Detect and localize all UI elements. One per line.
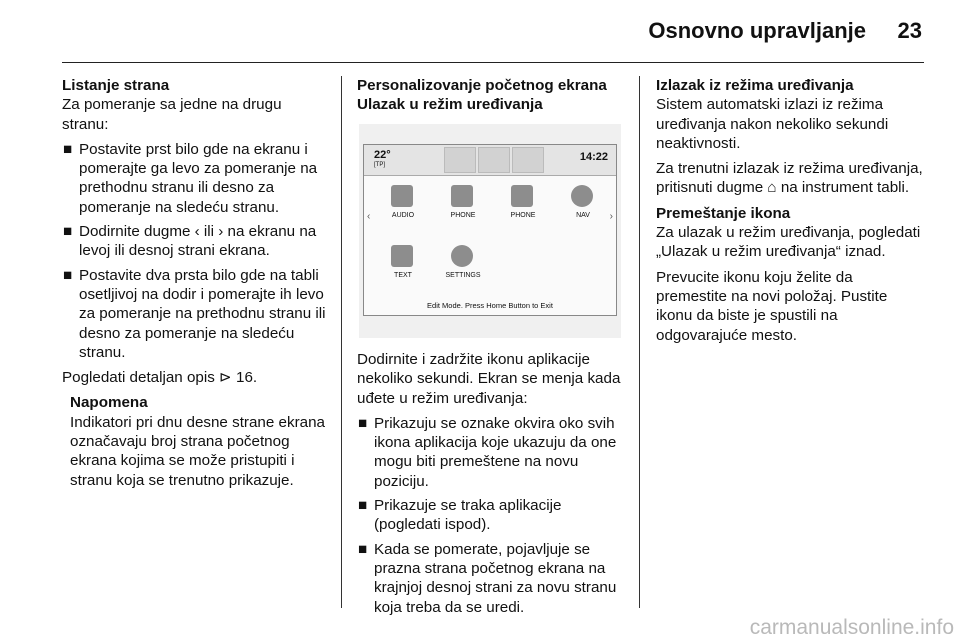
compass-icon	[571, 185, 593, 207]
phone-icon	[451, 185, 473, 207]
list-item: ■ Prikazuju se oznake okvira oko svih ikona aplikacija koje ukazuju da one mogu biti premeštene na novu poziciju.	[358, 414, 617, 490]
paragraph: Dodirnite i zadržite ikonu aplikacije nekoliko sekundi. Ekran se menja kada uđete u režim uređivanja:	[357, 351, 621, 407]
list-item: ■ Postavite prst bilo gde na ekranu i pomerajte ga levo za pomeranje na prethodnu stranu ili desno za pomeranje na sledeću stranu.	[63, 140, 318, 216]
temperature-readout: 22°	[374, 149, 391, 161]
tile-audio: AUDIO	[380, 181, 426, 227]
column-divider	[341, 76, 342, 608]
paragraph: Sistem automatski izlazi iz režima uređivanja nakon nekoliko sekundi neaktivnosti.	[656, 96, 889, 152]
status-bar	[364, 145, 616, 176]
gear-icon	[451, 245, 473, 267]
section-heading: Premeštanje ikona	[656, 204, 791, 222]
bullet-list	[357, 414, 625, 617]
note-heading: Napomena	[70, 394, 148, 412]
note-text: Indikatori pri dnu desne strane ekrana označavaju broj strana početnog ekrana kojima se može pristupiti i stranu koja se trenutno prikazuje.	[70, 413, 325, 489]
section-heading: Izlazak iz režima uređivanja	[656, 77, 854, 94]
audio-icon	[391, 185, 413, 207]
phone-icon	[478, 147, 510, 173]
page-title: Osnovno upravljanje	[648, 18, 866, 43]
note-box	[70, 393, 330, 489]
page-header	[62, 0, 924, 63]
tp-indicator: [TP]	[374, 162, 386, 168]
tile-text: TEXT	[380, 241, 426, 287]
watermark: carmanualsonline.info	[749, 616, 954, 639]
clock-readout: 14:22	[579, 151, 608, 163]
column-divider	[639, 76, 640, 608]
list-item: ■ Prikazuje se traka aplikacije (pogledati ispod).	[358, 497, 562, 534]
tile-nav: NAV	[560, 181, 606, 227]
tile-phone: PHONE	[440, 181, 486, 227]
paragraph: Za ulazak u režim uređivanja, pogledati „Ulazak u režim uređivanja“ iznad.	[656, 224, 921, 261]
section-heading: Personalizovanje početnog ekrana	[357, 77, 607, 94]
paragraph: Prevucite ikonu koju želite da premestite na novi položaj. Pustite ikonu da biste je spustili na odgovarajuće mesto.	[656, 268, 888, 344]
circle-icon	[512, 147, 544, 173]
tile-settings: SETTINGS	[440, 241, 486, 287]
tile-phone-2: PHONE	[500, 181, 546, 227]
chevron-left-icon: ‹	[367, 211, 371, 222]
home-screen-image	[359, 124, 621, 338]
column-1	[62, 76, 330, 490]
edit-mode-footer: Edit Mode. Press Home Button to Exit	[427, 301, 553, 310]
see-also-reference: Pogledati detaljan opis ⊳ 16.	[62, 369, 258, 387]
bullet-list	[62, 140, 330, 362]
column-2	[357, 76, 625, 115]
column-2-lower	[357, 350, 625, 623]
phone-icon	[511, 185, 533, 207]
display-screen	[363, 144, 617, 316]
list-item: ■ Dodirnite dugme ‹ ili › na ekranu na levoj ili desnoj strani ekrana.	[63, 223, 317, 260]
paragraph: Za pomeranje sa jedne na drugu stranu:	[62, 96, 282, 133]
subsection-heading: Ulazak u režim uređivanja	[357, 96, 543, 114]
list-item: ■ Postavite dva prsta bilo gde na tabli osetljivoj na dodir i pomerajte ih levo za pomeranje na prethodnu stranu ili desno za pomeranje na sledeću stranu.	[63, 266, 326, 361]
column-3	[656, 76, 924, 351]
message-icon	[391, 245, 413, 267]
music-note-icon	[444, 147, 476, 173]
list-item: ■ Kada se pomerate, pojavljuje se prazna strana početnog ekrana na krajnjoj desnoj strani za novu stranu koja treba da se uredi.	[358, 540, 617, 616]
chevron-right-icon: ›	[609, 211, 613, 222]
section-heading: Listanje strana	[62, 77, 170, 94]
page-number: 23	[897, 18, 922, 43]
paragraph: Za trenutni izlazak iz režima uređivanja, pritisnuti dugme ⌂ na instrument tabli.	[656, 160, 923, 197]
